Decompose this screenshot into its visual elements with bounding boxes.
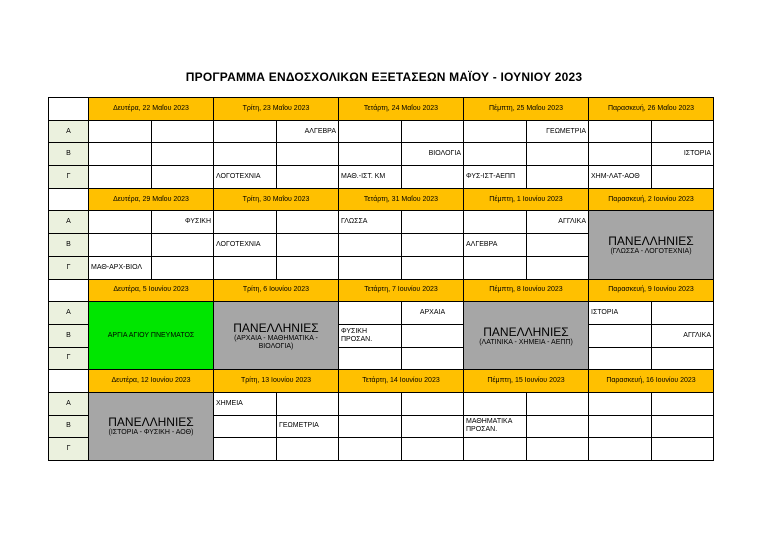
exam-cell: [277, 234, 339, 257]
exam-cell: ΑΛΓΕΒΡΑ: [464, 234, 527, 257]
exam-cell: ΓΕΩΜΕΤΡΙΑ: [277, 415, 339, 438]
exam-cell: ΑΓΓΛΙΚΑ: [652, 324, 714, 347]
class-label: Γ: [49, 256, 89, 279]
exam-cell: [464, 256, 527, 279]
exam-cell: [339, 120, 402, 143]
panhellenic-subjects: (ΙΣΤΟΡΙΑ - ΦΥΣΙΚΗ - ΑΟΘ): [108, 429, 194, 437]
exam-cell: [589, 143, 652, 166]
exam-cell: [277, 256, 339, 279]
exam-cell: [214, 256, 277, 279]
exam-cell: ΒΙΟΛΟΓΙΑ: [402, 143, 464, 166]
exam-cell: [402, 166, 464, 189]
day-header: Τρίτη, 6 Ιουνίου 2023: [214, 279, 339, 302]
class-label: Β: [49, 143, 89, 166]
exam-cell: ΙΣΤΟΡΙΑ: [652, 143, 714, 166]
exam-cell: [339, 302, 402, 325]
exam-cell: [464, 120, 527, 143]
class-row: [49, 211, 714, 234]
exam-cell: ΦΥΣΙΚΗ: [152, 211, 214, 234]
exam-cell: [214, 143, 277, 166]
panhellenic-block: [89, 392, 214, 460]
exam-cell: [527, 256, 589, 279]
exam-cell: [652, 302, 714, 325]
day-header: Δευτέρα, 12 Ιουνίου 2023: [89, 370, 214, 393]
exam-cell: [402, 256, 464, 279]
holiday-block: ΑΡΓΙΑ ΑΓΙΟΥ ΠΝΕΥΜΑΤΟΣ: [89, 302, 214, 370]
exam-cell: [652, 438, 714, 461]
exam-cell: [339, 256, 402, 279]
exam-cell: [527, 392, 589, 415]
panhellenic-title: ΠΑΝΕΛΛΗΝΙΕΣ: [608, 233, 694, 248]
exam-cell: [527, 415, 589, 438]
exam-cell: [589, 438, 652, 461]
exam-cell: ΑΡΧΑΙΑ: [402, 302, 464, 325]
exam-cell: ΦΥΣ-ΙΣΤ-ΑΕΠΠ: [464, 166, 527, 189]
exam-cell: ΜΑΘ.-ΙΣΤ. ΚΜ: [339, 166, 402, 189]
exam-cell: [339, 143, 402, 166]
exam-cell: ΓΛΩΣΣΑ: [339, 211, 402, 234]
day-header: Παρασκευή, 26 Μαΐου 2023: [589, 98, 714, 121]
exam-cell: [402, 324, 464, 347]
exam-cell: ΑΓΓΛΙΚΑ: [527, 211, 589, 234]
exam-cell: [464, 438, 527, 461]
exam-cell: [339, 438, 402, 461]
panhellenic-block: [214, 302, 339, 370]
day-header: Πέμπτη, 25 Μαΐου 2023: [464, 98, 589, 121]
class-label: Β: [49, 415, 89, 438]
exam-cell: ΜΑΘΗΜΑΤΙΚΑ ΠΡΟΣΑΝ.: [464, 415, 527, 438]
exam-cell: [152, 234, 214, 257]
class-label: Α: [49, 302, 89, 325]
corner-cell: [49, 370, 89, 393]
panhellenic-title: ΠΑΝΕΛΛΗΝΙΕΣ: [108, 415, 194, 430]
corner-cell: [49, 279, 89, 302]
day-header: Παρασκευή, 16 Ιουνίου 2023: [589, 370, 714, 393]
exam-cell: [214, 120, 277, 143]
day-header: Τετάρτη, 24 Μαΐου 2023: [339, 98, 464, 121]
exam-cell: ΛΟΓΟΤΕΧΝΙΑ: [214, 166, 277, 189]
exam-cell: [339, 392, 402, 415]
panhellenic-subjects: (ΛΑΤΙΝΙΚΑ - ΧΗΜΕΙΑ - ΑΕΠΠ): [479, 338, 573, 346]
class-label: Β: [49, 324, 89, 347]
exam-cell: [589, 324, 652, 347]
exam-cell: [339, 415, 402, 438]
exam-cell: [464, 211, 527, 234]
week-header-row: [49, 370, 714, 393]
exam-cell: [527, 438, 589, 461]
exam-cell: ΧΗΜΕΙΑ: [214, 392, 277, 415]
page-title: ΠΡΟΓΡΑΜΜΑ ΕΝΔΟΣΧΟΛΙΚΩΝ ΕΞΕΤΑΣΕΩΝ ΜΑΪΟΥ - ΙΟΥΝΙΟΥ 2023: [185, 70, 583, 84]
day-header: Τετάρτη, 7 Ιουνίου 2023: [339, 279, 464, 302]
exam-cell: [589, 120, 652, 143]
week-header-row: [49, 98, 714, 121]
panhellenic-block: [589, 211, 714, 279]
day-header: Τρίτη, 23 Μαΐου 2023: [214, 98, 339, 121]
panhellenic-subjects: (ΓΛΩΣΣΑ - ΛΟΓΟΤΕΧΝΙΑ): [610, 247, 692, 255]
exam-cell: [652, 392, 714, 415]
exam-cell: [277, 438, 339, 461]
exam-cell: [402, 392, 464, 415]
exam-cell: [589, 415, 652, 438]
exam-cell: [89, 211, 152, 234]
day-header: Παρασκευή, 9 Ιουνίου 2023: [589, 279, 714, 302]
class-row: [49, 143, 714, 166]
class-row: [49, 120, 714, 143]
exam-cell: [652, 347, 714, 370]
exam-cell: [277, 211, 339, 234]
exam-cell: ΜΑΘ-ΑΡΧ-ΒΙΟΛ: [89, 256, 152, 279]
exam-cell: [152, 166, 214, 189]
exam-cell: [652, 415, 714, 438]
exam-cell: ΓΕΩΜΕΤΡΙΑ: [527, 120, 589, 143]
exam-cell: [589, 392, 652, 415]
day-header: Παρασκευή, 2 Ιουνίου 2023: [589, 188, 714, 211]
exam-cell: [89, 120, 152, 143]
exam-cell: [152, 120, 214, 143]
exam-cell: [89, 234, 152, 257]
exam-cell: [402, 120, 464, 143]
exam-cell: [464, 143, 527, 166]
exam-cell: [652, 166, 714, 189]
day-header: Πέμπτη, 8 Ιουνίου 2023: [464, 279, 589, 302]
exam-cell: [89, 166, 152, 189]
panhellenic-block: [464, 302, 589, 370]
panhellenic-subjects: (ΑΡΧΑΙΑ - ΜΑΘΗΜΑΤΙΚΑ - ΒΙΟΛΟΓΙΑ): [234, 334, 318, 350]
day-header: Πέμπτη, 1 Ιουνίου 2023: [464, 188, 589, 211]
class-label: Γ: [49, 347, 89, 370]
class-row: [49, 166, 714, 189]
day-header: Τετάρτη, 31 Μαΐου 2023: [339, 188, 464, 211]
class-label: Α: [49, 120, 89, 143]
exam-cell: [402, 415, 464, 438]
exam-cell: [527, 166, 589, 189]
panhellenic-title: ΠΑΝΕΛΛΗΝΙΕΣ: [233, 320, 319, 335]
exam-cell: [402, 211, 464, 234]
day-header: Δευτέρα, 22 Μαΐου 2023: [89, 98, 214, 121]
exam-cell: [527, 143, 589, 166]
exam-cell: ΑΛΓΕΒΡΑ: [277, 120, 339, 143]
exam-cell: [589, 347, 652, 370]
day-header: Τρίτη, 13 Ιουνίου 2023: [214, 370, 339, 393]
exam-cell: [152, 143, 214, 166]
corner-cell: [49, 98, 89, 121]
day-header: Πέμπτη, 15 Ιουνίου 2023: [464, 370, 589, 393]
exam-schedule-table: [48, 97, 714, 461]
exam-cell: [339, 347, 402, 370]
week-header-row: [49, 188, 714, 211]
panhellenic-title: ΠΑΝΕΛΛΗΝΙΕΣ: [483, 324, 569, 339]
exam-cell: [152, 256, 214, 279]
exam-cell: [277, 143, 339, 166]
exam-cell: [402, 438, 464, 461]
day-header: Δευτέρα, 29 Μαΐου 2023: [89, 188, 214, 211]
exam-cell: [277, 392, 339, 415]
exam-cell: ΧΗΜ-ΛΑΤ-ΑΟΘ: [589, 166, 652, 189]
exam-cell: [402, 234, 464, 257]
corner-cell: [49, 188, 89, 211]
day-header: Τρίτη, 30 Μαΐου 2023: [214, 188, 339, 211]
exam-cell: [214, 438, 277, 461]
class-label: Β: [49, 234, 89, 257]
class-label: Γ: [49, 166, 89, 189]
day-header: Τετάρτη, 14 Ιουνίου 2023: [339, 370, 464, 393]
exam-cell: [89, 143, 152, 166]
week-header-row: [49, 279, 714, 302]
class-label: Α: [49, 211, 89, 234]
exam-cell: ΙΣΤΟΡΙΑ: [589, 302, 652, 325]
exam-cell: ΦΥΣΙΚΗ ΠΡΟΣΑΝ.: [339, 324, 402, 347]
exam-cell: [214, 415, 277, 438]
exam-cell: [402, 347, 464, 370]
exam-cell: [527, 234, 589, 257]
day-header: Δευτέρα, 5 Ιουνίου 2023: [89, 279, 214, 302]
exam-cell: [339, 234, 402, 257]
exam-cell: ΛΟΓΟΤΕΧΝΙΑ: [214, 234, 277, 257]
class-row: [49, 302, 714, 325]
exam-cell: [214, 211, 277, 234]
exam-cell: [464, 392, 527, 415]
exam-cell: [652, 120, 714, 143]
exam-cell: [277, 166, 339, 189]
class-row: [49, 392, 714, 415]
class-label: Α: [49, 392, 89, 415]
class-label: Γ: [49, 438, 89, 461]
